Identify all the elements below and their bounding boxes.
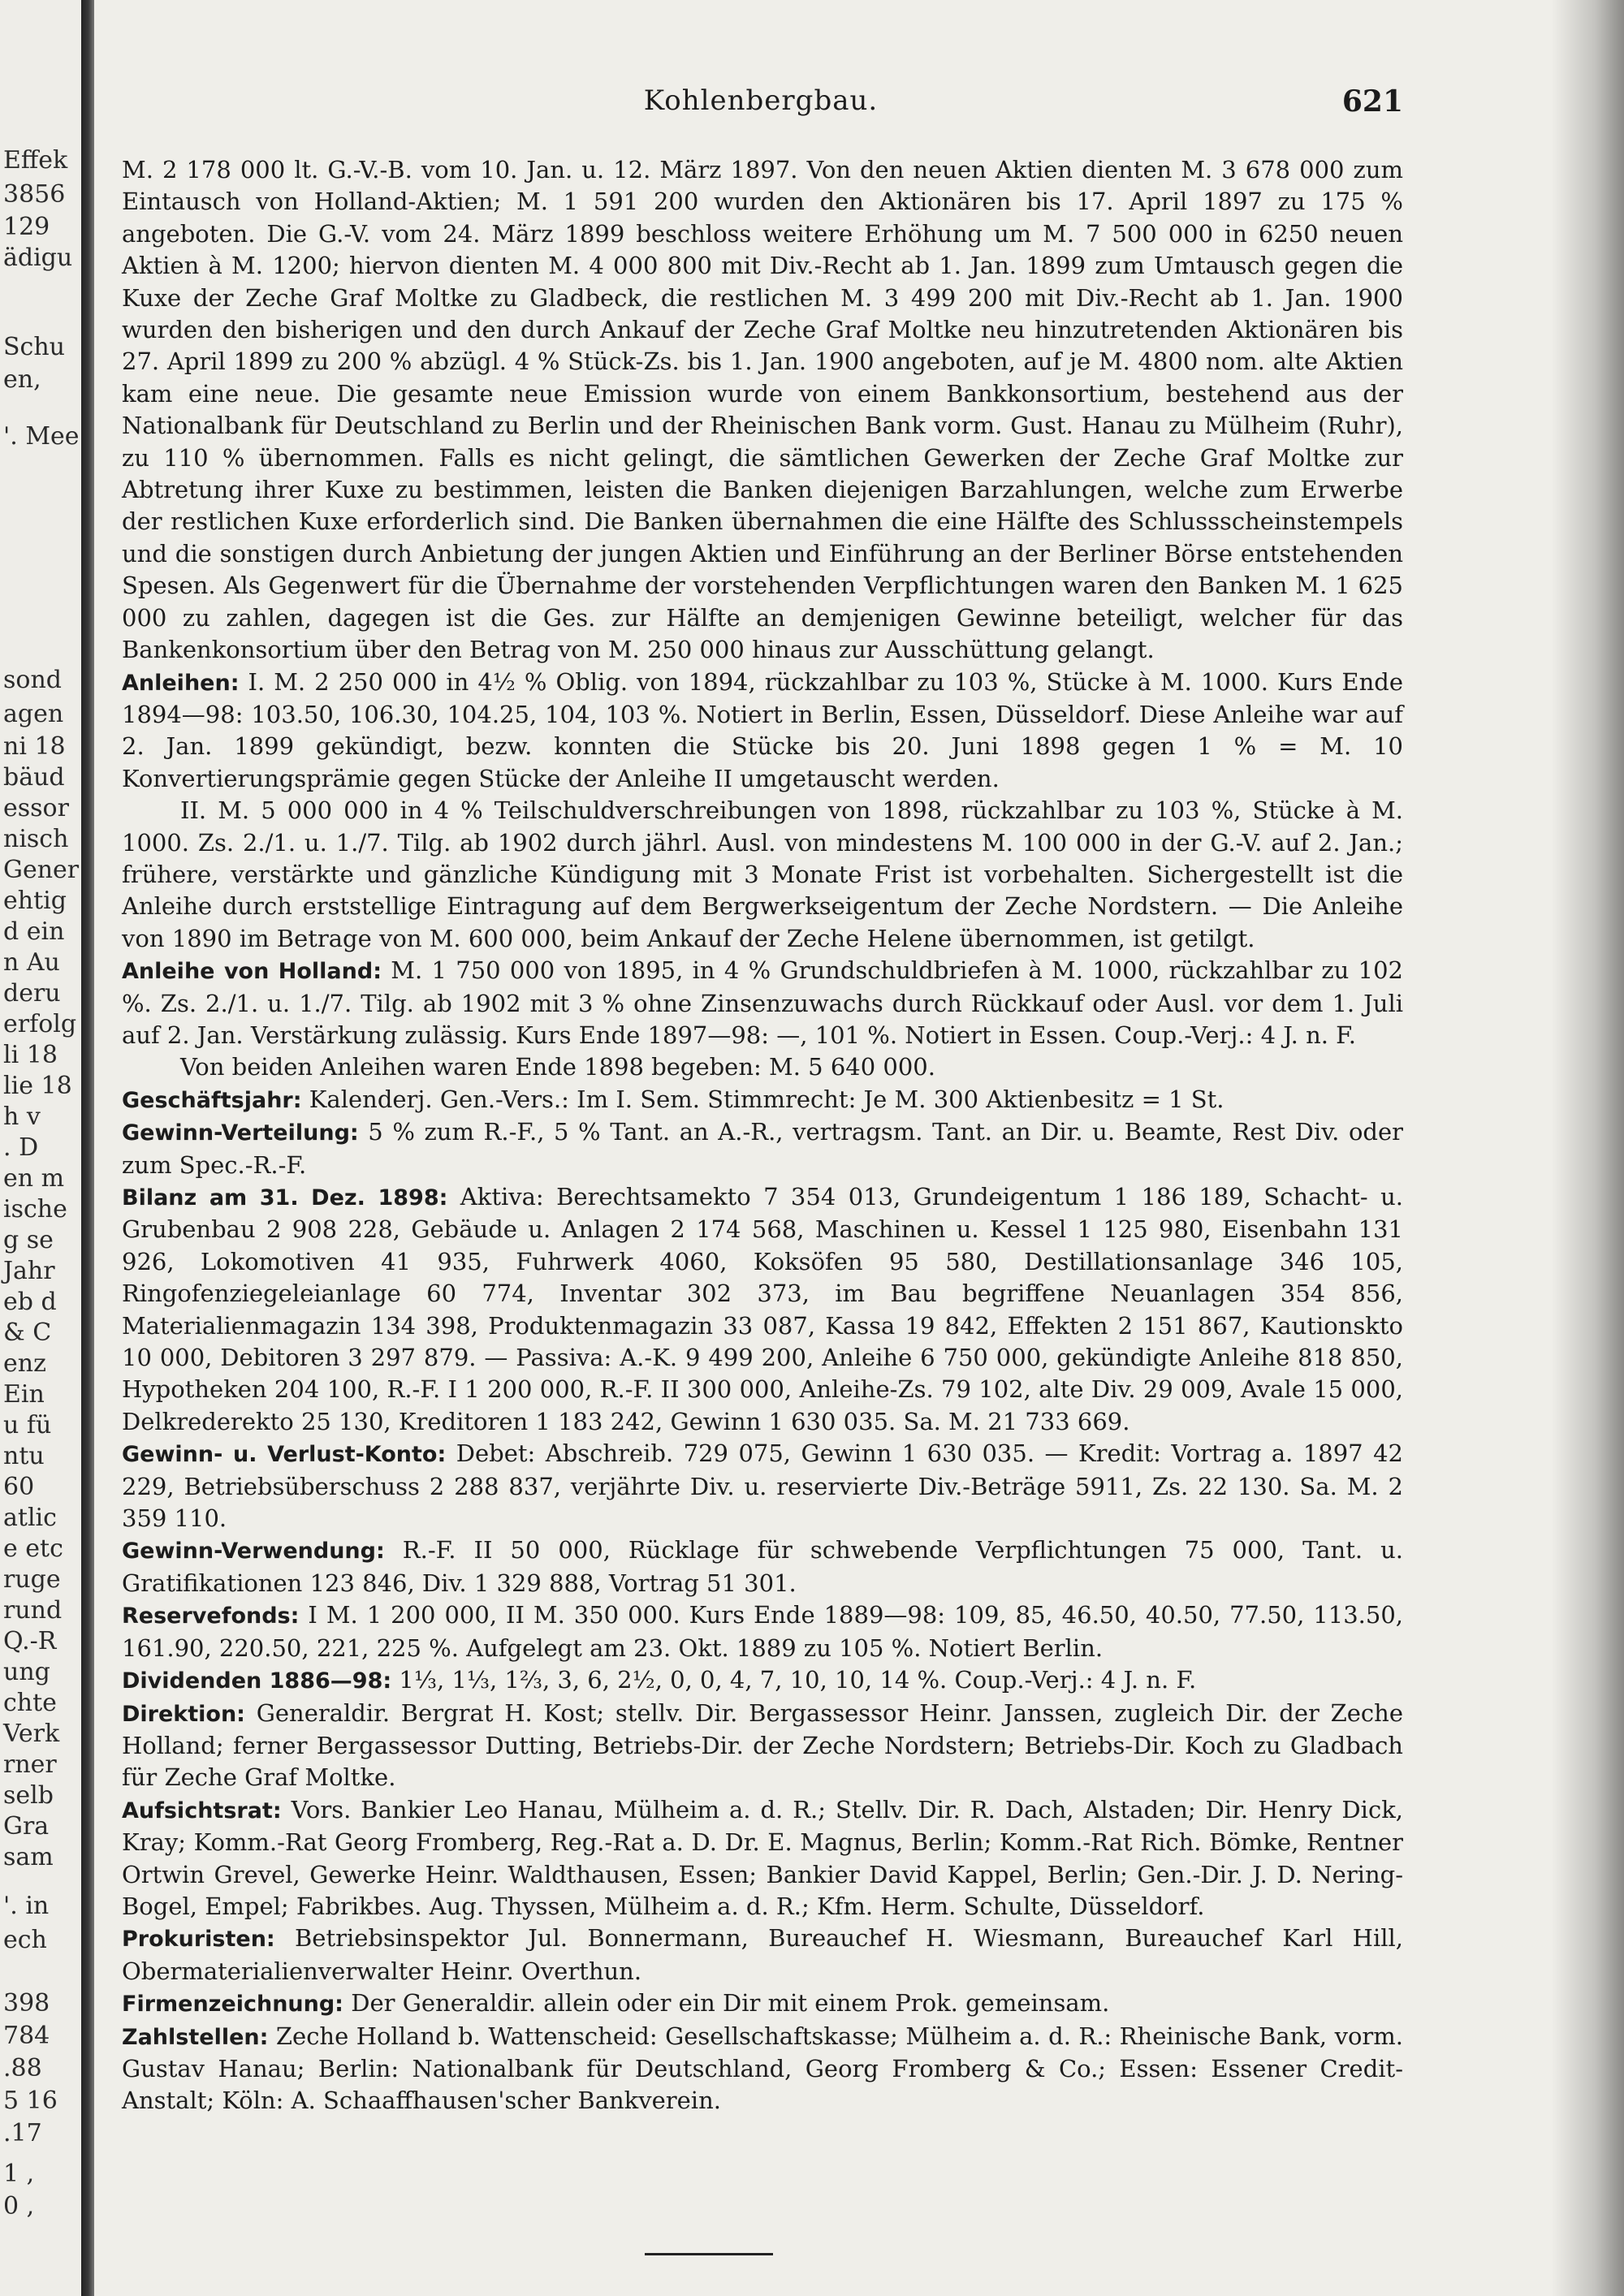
facing-page-text: '. Mee <box>3 422 80 451</box>
facing-page-text: ech <box>3 1926 47 1954</box>
facing-page-text: ung <box>3 1658 50 1686</box>
section-lead: Reservefonds: <box>122 1603 300 1629</box>
facing-page-text: '. in <box>3 1892 50 1920</box>
section-lead: Anleihen: <box>122 670 240 696</box>
facing-page-text: lie 18 <box>3 1072 72 1100</box>
paragraph-text: I M. 1 200 000, II M. 350 000. Kurs Ende 1889—98: 109, 85, 46.50, 40.50, 77.50, 113.50, 161.90, 220.50, 221, 225 %. Aufgelegt am 23. Okt. 1889 zu 105 %. Notiert Berlin. <box>122 1601 1403 1662</box>
facing-page-text: ruge <box>3 1565 61 1594</box>
body-text <box>122 154 1403 2117</box>
facing-page-text: 1 , <box>3 2160 35 2188</box>
facing-page-text: en m <box>3 1164 65 1193</box>
paragraph <box>122 1987 1403 2020</box>
page-number: 621 <box>1341 84 1403 119</box>
facing-page-text: . D <box>3 1133 39 1162</box>
facing-page-text: & C <box>3 1318 52 1347</box>
section-lead: Gewinn- u. Verlust-Konto: <box>122 1442 447 1468</box>
paragraph-text: Kalenderj. Gen.-Vers.: Im I. Sem. Stimmrecht: Je M. 300 Aktienbesitz = 1 St. <box>301 1085 1224 1113</box>
facing-page-text: rner <box>3 1750 57 1779</box>
facing-page-text: essor <box>3 794 69 822</box>
facing-page-text: .88 <box>3 2054 42 2082</box>
section-lead: Gewinn-Verteilung: <box>122 1120 359 1146</box>
facing-page-text: 60 <box>3 1473 35 1501</box>
section-lead: Bilanz am 31. Dez. 1898: <box>122 1185 448 1211</box>
paragraph-text: R.-F. II 50 000, Rücklage für schwebende Verpflichtungen 75 000, Tant. u. Gratifikationen 123 846, Div. 1 329 888, Vortrag 51 301. <box>122 1536 1403 1597</box>
section-lead: Zahlstellen: <box>122 2024 269 2050</box>
book-gutter <box>81 0 94 2296</box>
paragraph <box>122 1794 1403 1923</box>
paragraph <box>122 1116 1403 1181</box>
facing-page-text: n Au <box>3 948 60 977</box>
paragraph-text: Debet: Abschreib. 729 075, Gewinn 1 630 035. — Kredit: Vortrag a. 1897 42 229, Betriebsüberschuss 2 288 837, verjährte Div. u. reservierte Div.-Beträge 5911, Zs. 22 130. Sa. M. 2 359 110. <box>122 1439 1403 1533</box>
facing-page-text: deru <box>3 979 61 1008</box>
facing-page-text: h v <box>3 1103 41 1131</box>
section-lead: Dividenden 1886—98: <box>122 1668 392 1694</box>
facing-page-text: ntu <box>3 1442 45 1470</box>
paragraph-text: Vors. Bankier Leo Hanau, Mülheim a. d. R.; Stellv. Dir. R. Dach, Alstaden; Dir. Henry Dick, Kray; Komm.-Rat Georg Fromberg, Reg.-Rat a. D. Dr. E. Magnus, Berlin; Komm.-Rat Rich. Bömke, Rentner Ortwin Grevel, Gewerke Heinr. Waldthausen, Essen; Bankier David Kappel, Berlin; Gen.-Dir. J. D. Nering-Bogel, Empel; Fabrikbes. Aug. Thyssen, Mülheim a. d. R.; Kfm. Herm. Schulte, Düsseldorf. <box>122 1795 1403 1920</box>
paragraph-text: Von beiden Anleihen waren Ende 1898 begeben: M. 5 640 000. <box>180 1053 935 1081</box>
facing-page-text: ische <box>3 1195 67 1224</box>
paragraph <box>122 1181 1403 1438</box>
section-lead: Gewinn-Verwendung: <box>122 1539 385 1564</box>
facing-page-text: nisch <box>3 825 69 853</box>
section-lead: Prokuristen: <box>122 1927 275 1953</box>
paragraph <box>122 1084 1403 1116</box>
facing-page-text: 0 , <box>3 2192 35 2220</box>
paragraph-text: Zeche Holland b. Wattenscheid: Gesellschaftskasse; Mülheim a. d. R.: Rheinische Bank, vorm. Gustav Hanau; Berlin: Nationalbank für Deutschland, Georg Fromberg & Co.; Essen: Essener Credit-Anstalt; Köln: A. Schaaffhausen'scher Bankverein. <box>122 2022 1403 2115</box>
facing-page-text: eb d <box>3 1288 57 1316</box>
facing-page-text: Q.-R <box>3 1627 57 1655</box>
facing-page-text: Gra <box>3 1812 50 1841</box>
paragraph <box>122 1534 1403 1599</box>
facing-page-text: 3856 <box>3 180 66 209</box>
paragraph-text: II. M. 5 000 000 in 4 % Teilschuldverschreibungen von 1898, rückzahlbar zu 103 %, Stücke à M. 1000. Zs. 2./1. u. 1./7. Tilg. ab 1902 durch jährl. Ausl. von mindestens M. 100 000 in der G.-V. auf 2. Jan.; frühere, verstärkte und gänzliche Kündigung mit 3 Monate Frist ist vorbehalten. Sichergestellt ist die Anleihe durch erststellige Eintragung auf dem Bergwerkseigentum der Zeche Nordstern. — Die Anleihe von 1890 im Betrage von M. 600 000, beim Ankauf der Zeche Helene übernommen, ist getilgt. <box>122 796 1403 952</box>
facing-page-text: Jahr <box>3 1257 55 1285</box>
facing-page-text: sam <box>3 1843 54 1871</box>
section-lead: Geschäftsjahr: <box>122 1087 302 1113</box>
facing-page-text: e etc <box>3 1534 63 1563</box>
paragraph <box>122 955 1403 1051</box>
facing-page-text: ehtig <box>3 887 67 915</box>
facing-page-text: d ein <box>3 917 65 946</box>
facing-page-text: atlic <box>3 1504 57 1532</box>
paragraph <box>122 667 1403 796</box>
facing-page-text: 129 <box>3 213 50 241</box>
facing-page-text: selb <box>3 1781 54 1810</box>
paragraph-text: Betriebsinspektor Jul. Bonnermann, Bureauchef H. Wiesmann, Bureauchef Karl Hill, Obermaterialienverwalter Heinr. Overthun. <box>122 1924 1403 1985</box>
page-header <box>119 84 1403 122</box>
paragraph-text: Aktiva: Berechtsamekto 7 354 013, Grundeigentum 1 186 189, Schacht- u. Grubenbau 2 908 228, Gebäude u. Anlagen 2 174 568, Maschinen u. Kessel 1 125 980, Eisenbahn 131 926, Lokomotiven 41 935, Fuhrwerk 4060, Koksöfen 95 580, Destillationsanlage 346 105, Ringofenziegeleianlage 60 774, Inventar 302 373, im Bau begriffene Neuanlagen 354 856, Materialienmagazin 134 398, Produktenmagazin 33 087, Kassa 19 842, Effekten 2 151 867, Kautionskto 10 000, Debitoren 3 297 879. — Passiva: A.-K. 9 499 200, Anleihe 6 750 000, gekündigte Anleihe 818 850, Hypotheken 204 100, R.-F. I 1 200 000, R.-F. II 300 000, Anleihe-Zs. 79 102, alte Div. 29 009, Avale 15 000, Delkrederekto 25 130, Kreditoren 1 183 242, Gewinn 1 630 035. Sa. M. 21 733 669. <box>122 1183 1403 1435</box>
facing-page-text: agen <box>3 700 64 728</box>
section-lead: Anleihe von Holland: <box>122 959 382 985</box>
facing-page-text: ni 18 <box>3 732 66 761</box>
paragraph <box>122 1664 1403 1697</box>
paragraph-text: Der Generaldir. allein oder ein Dir mit einem Prok. gemeinsam. <box>343 1989 1110 2018</box>
paragraph <box>122 1051 1403 1083</box>
paragraph <box>122 1438 1403 1534</box>
paragraph <box>122 2021 1403 2117</box>
section-lead: Firmenzeichnung: <box>122 1992 343 2018</box>
facing-page-text: 398 <box>3 1989 50 2018</box>
paragraph-text: M. 2 178 000 lt. G.-V.-B. vom 10. Jan. u. 12. März 1897. Von den neuen Aktien dienten M. 3 678 000 zum Eintausch von Holland-Aktien; M. 1 591 200 wurden den Aktionären bis 17. April 1897 zu 175 % angeboten. Die G.-V. vom 24. März 1899 beschloss weitere Erhöhung um M. 7 500 000 in 6250 neuen Aktien à M. 1200; hiervon dienten M. 4 000 800 mit Div.-Recht ab 1. Jan. 1899 zum Umtausch gegen die Kuxe der Zeche Graf Moltke zu Gladbeck, die restlichen M. 3 499 200 mit Div.-Recht ab 1. Jan. 1900 wurden den bisherigen und den durch Ankauf der Zeche Graf Moltke neu hinzutretenden Aktionären bis 27. April 1899 zu 200 % abzügl. 4 % Stück-Zs. bis 1. Jan. 1900 angeboten, auf je M. 4800 nom. alte Aktien kam eine neue. Die gesamte neue Emission wurde von einem Bankkonsortium, bestehend aus der Nationalbank für Deutschland zu Berlin und der Rheinischen Bank vorm. Gust. Hanau zu Mülheim (Ruhr), zu 110 % übernommen. Falls es nicht gelingt, die sämtlichen Gewerken der Zeche Graf Moltke zur Abtretung ihrer Kuxe zu bestimmen, leisten die Banken diejenigen Barzahlungen, welche zum Erwerbe der restlichen Kuxe erforderlich sind. Die Banken übernahmen die eine Hälfte des Schlussscheinstempels und die sonstigen durch Anbietung der jungen Aktien und Einführung an der Berliner Börse entstehenden Spesen. Als Gegenwert für die Übernahme der vorstehenden Verpflichtungen waren den Banken M. 1 625 000 zu zahlen, dagegen ist die Ges. zur Hälfte an demjenigen Gewinne beteiligt, welcher für das Bankenkonsortium über den Betrag von M. 250 000 hinaus zur Ausschüttung gelangt. <box>122 156 1403 664</box>
facing-page-text: ädigu <box>3 244 73 272</box>
facing-page-text: g se <box>3 1226 54 1254</box>
facing-page-text: chte <box>3 1689 57 1717</box>
paragraph-text: 5 % zum R.-F., 5 % Tant. an A.-R., vertragsm. Tant. an Dir. u. Beamte, Rest Div. oder zum Spec.-R.-F. <box>122 1118 1403 1179</box>
page-edge-shadow <box>1551 0 1624 2296</box>
facing-page-text: sond <box>3 666 62 694</box>
facing-page-text: Schu <box>3 333 65 361</box>
facing-page-text: Gener <box>3 856 80 884</box>
paragraph <box>122 1698 1403 1794</box>
paragraph-text: I. M. 2 250 000 in 4½ % Oblig. von 1894, rückzahlbar zu 103 %, Stücke à M. 1000. Kurs Ende 1894—98: 103.50, 106.30, 104.25, 104, 103 %. Notiert in Berlin, Essen, Düsseldorf. Diese Anleihe war auf 2. Jan. 1899 gekündigt, bezw. konnten die Stücke bis 20. Juni 1898 gegen 1 % = M. 10 Konvertierungsprämie gegen Stücke der Anleihe II umgetauscht werden. <box>122 667 1403 792</box>
facing-page-text: 5 16 <box>3 2087 58 2115</box>
facing-page-text: rund <box>3 1596 63 1625</box>
end-rule <box>645 2253 773 2255</box>
facing-page-text: li 18 <box>3 1041 58 1069</box>
facing-page-text: erfolg <box>3 1010 77 1038</box>
section-lead: Direktion: <box>122 1701 245 1727</box>
paragraph-text: M. 1 750 000 von 1895, in 4 % Grundschuldbriefen à M. 1000, rückzahlbar zu 102 %. Zs. 2./1. u. 1./7. Tilg. ab 1902 mit 3 % ohne Zinsenzuwachs durch Rückkauf oder Ausl. vor dem 1. Juli auf 2. Jan. Verstärkung zulässig. Kurs Ende 1897—98: —, 101 %. Notiert in Essen. Coup.-Verj.: 4 J. n. F. <box>122 956 1403 1049</box>
running-title: Kohlenbergbau. <box>643 84 879 117</box>
facing-page-text: 784 <box>3 2022 50 2050</box>
paragraph <box>122 1923 1403 1987</box>
facing-page-text: u fü <box>3 1411 52 1439</box>
paragraph-text: 1⅓, 1⅓, 1⅔, 3, 6, 2½, 0, 0, 4, 7, 10, 10, 14 %. Coup.-Verj.: 4 J. n. F. <box>391 1666 1197 1694</box>
section-lead: Aufsichtsrat: <box>122 1798 282 1823</box>
paragraph <box>122 795 1403 955</box>
facing-page-text: Effek <box>3 146 68 175</box>
paragraph <box>122 154 1403 667</box>
facing-page-fragment <box>0 0 81 2296</box>
facing-page-text: Verk <box>3 1720 60 1748</box>
facing-page-text: bäud <box>3 763 65 792</box>
facing-page-text: Ein <box>3 1380 45 1409</box>
facing-page-text: .17 <box>3 2119 42 2147</box>
paragraph-text: Generaldir. Bergrat H. Kost; stellv. Dir. Bergassessor Heinr. Janssen, zugleich Dir. der Zeche Holland; ferner Bergassessor Dutting, Betriebs-Dir. der Zeche Nordstern; Betriebs-Dir. Koch zu Gladbach für Zeche Graf Moltke. <box>122 1698 1403 1792</box>
paragraph <box>122 1599 1403 1664</box>
facing-page-text: en, <box>3 365 41 394</box>
facing-page-text: enz <box>3 1349 46 1378</box>
